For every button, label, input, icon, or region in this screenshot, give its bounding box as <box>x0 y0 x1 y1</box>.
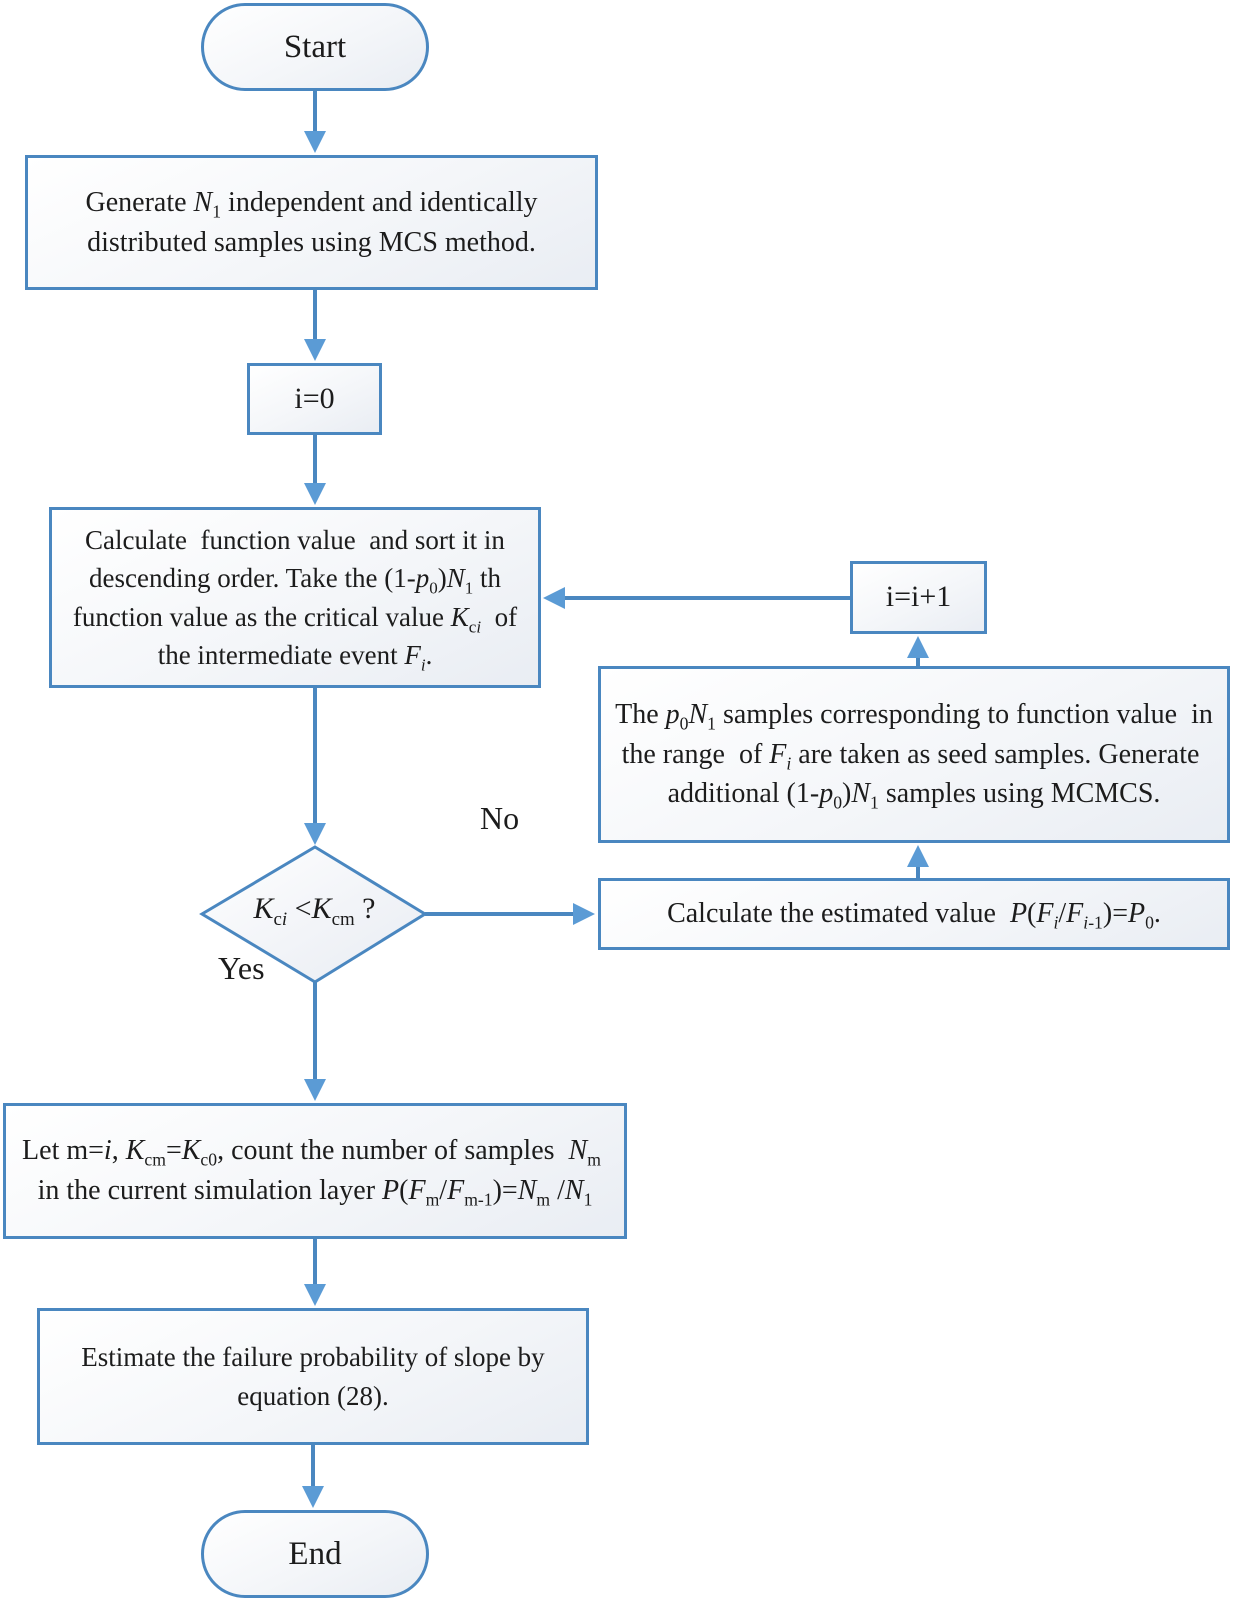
estimate-probability-text: Estimate the failure probability of slope by equation (28). <box>81 1342 545 1411</box>
increment-node <box>850 561 987 634</box>
generate-samples-text: Generate $N_1$ independent and identically distributed samples using MCS method. <box>85 186 538 258</box>
arrowhead-calcest-seed <box>907 845 929 867</box>
start-node <box>201 3 429 91</box>
increment-text: i=i+1 <box>885 580 952 614</box>
end-label: End <box>288 1535 342 1572</box>
count-samples-text: Let m=i, $K_{cm}=K_{c0}$, count the number of samples $N_m$ in the current simulation layer $P(F_m/F_{m-1})=N_m$ $/N_1$ <box>22 1135 608 1210</box>
calc-estimated-node <box>598 878 1230 950</box>
estimate-probability-node <box>37 1308 589 1445</box>
init-counter-node <box>247 363 382 435</box>
count-samples-node <box>3 1103 627 1239</box>
arrowhead-decision-no <box>573 903 595 925</box>
arrowhead-calculate-decision <box>304 823 326 845</box>
end-node <box>201 1510 429 1598</box>
branch-label-no: No <box>480 800 520 836</box>
arrowhead-seed-increment <box>907 636 929 658</box>
arrowhead-start-generate <box>304 131 326 153</box>
seed-samples-text: The $p_0N_1$ samples corresponding to function value in the range of $F_i$ are taken as seed samples. Generate additional $(1-p_0)N_1$ samples using MCMCS. <box>615 698 1213 813</box>
calc-estimated-text: Calculate the estimated value $P(F_i/F_{i-1})=P_0$. <box>667 898 1161 933</box>
generate-samples-node <box>25 155 598 290</box>
arrowhead-decision-yes <box>304 1079 326 1101</box>
arrowhead-generate-init <box>304 339 326 361</box>
calculate-sort-node <box>49 507 541 688</box>
arrowhead-count-estimate <box>304 1284 326 1306</box>
decision-label: $K_{ci} <K_{cm}$ ? <box>253 892 376 930</box>
arrowhead-init-calculate <box>304 483 326 505</box>
init-counter-text: i=0 <box>294 381 335 415</box>
arrowhead-estimate-end <box>302 1486 324 1508</box>
arrowhead-increment-calculate <box>543 587 565 609</box>
seed-samples-node <box>598 666 1230 843</box>
start-label: Start <box>283 28 347 65</box>
calculate-sort-text: Calculate function value and sort it in descending order. Take the $(1-p_0)N_1$ th function value as the critical value $K_{ci}$ of the intermediate event $F_i$. <box>72 524 518 675</box>
branch-label-yes: Yes <box>218 950 265 986</box>
